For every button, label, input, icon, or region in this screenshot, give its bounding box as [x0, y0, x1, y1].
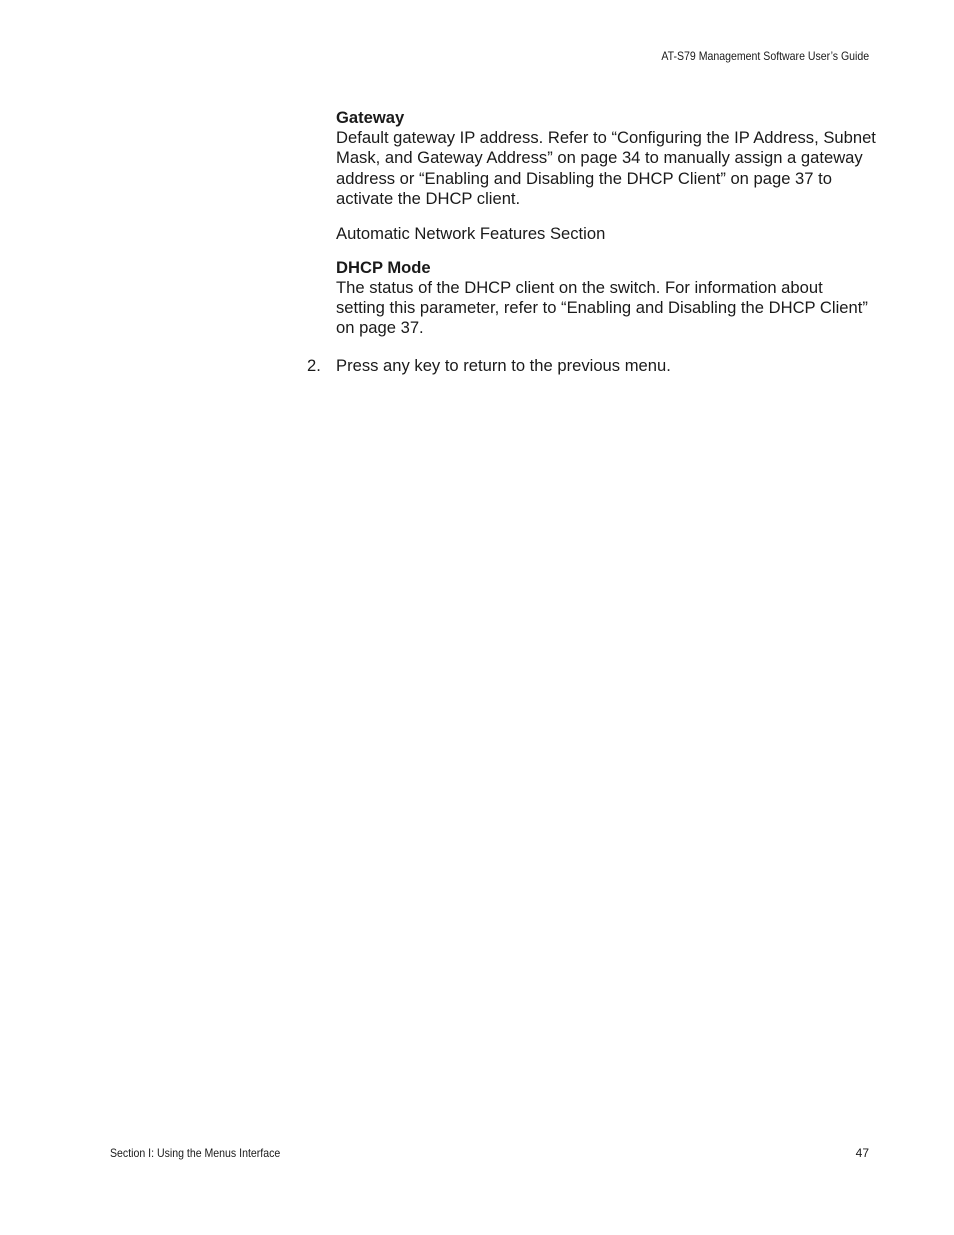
gateway-description: Default gateway IP address. Refer to “Configuring the IP Address, Subnet Mask, and Gateway Address” on page 34 to manually assign a gateway address or “Enabling and Disabling the DHCP Client” on page 37 to activate the DHCP client. — [336, 128, 876, 208]
step-text: Press any key to return to the previous menu. — [336, 356, 671, 375]
procedure-step — [307, 356, 671, 376]
dhcp-mode-entry — [336, 258, 876, 339]
gateway-term: Gateway — [336, 108, 405, 127]
gateway-entry — [336, 108, 876, 209]
content-block — [336, 108, 876, 353]
running-header: AT-S79 Management Software User’s Guide — [661, 49, 869, 63]
dhcp-mode-description: The status of the DHCP client on the switch. For information about setting this parameter, refer to “Enabling and Disabling the DHCP Client” on page 37. — [336, 277, 868, 338]
footer-section: Section I: Using the Menus Interface — [110, 1146, 281, 1160]
step-number: 2. — [307, 356, 321, 375]
dhcp-mode-term: DHCP Mode — [336, 257, 431, 277]
section-label: Automatic Network Features Section — [336, 223, 606, 243]
page-number: 47 — [855, 1146, 869, 1160]
